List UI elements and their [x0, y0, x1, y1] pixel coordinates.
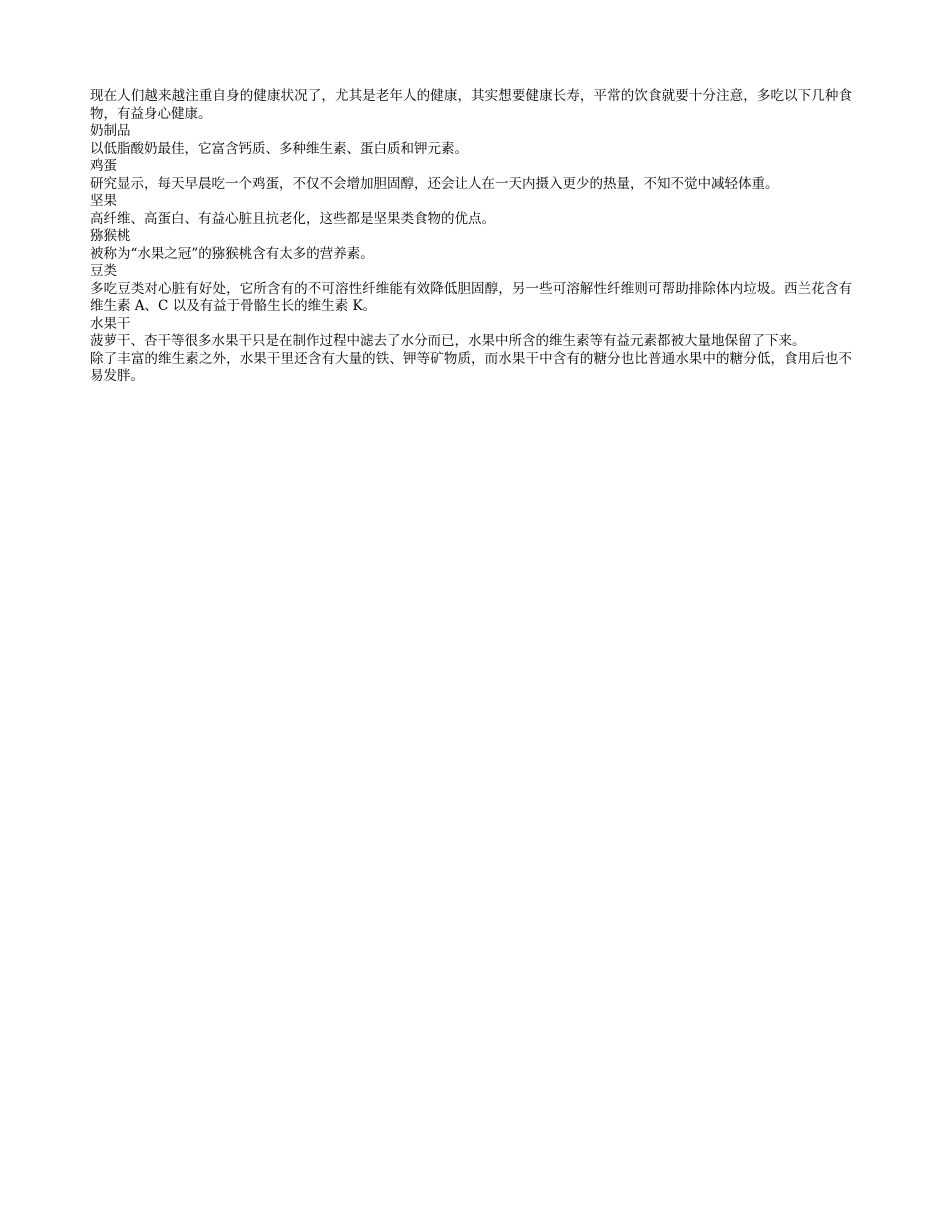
- intro-paragraph: 现在人们越来越注重自身的健康状况了，尤其是老年人的健康，其实想要健康长寿，平常的饮食就要十分注意，多吃以下几种食物，有益身心健康。: [90, 88, 852, 122]
- section-heading-kiwi: 猕猴桃: [90, 228, 131, 244]
- section-text-kiwi: 被称为“水果之冠”的猕猴桃含有太多的营养素。: [90, 245, 374, 262]
- section-heading-dried-fruit: 水果干: [90, 315, 131, 332]
- section-heading-dairy: 奶制品: [90, 123, 131, 139]
- section-heading-egg: 鸡蛋: [90, 158, 117, 174]
- document-body: [90, 88, 852, 386]
- section-text-beans: 多吃豆类对心脏有好处，它所含有的不可溶性纤维能有效降低胆固醇，另一些可溶解性纤维则可帮助排除体内垃圾。西兰花含有维生素 A、C 以及有益于骨骼生长的维生素 K。: [90, 280, 852, 314]
- section-heading-beans: 豆类: [90, 263, 117, 279]
- section-text-dairy: 以低脂酸奶最佳，它富含钙质、多种维生素、蛋白质和钾元素。: [90, 140, 468, 157]
- section-text-dried-fruit-2: 除了丰富的维生素之外，水果干里还含有大量的铁、钾等矿物质，而水果干中含有的糖分也比普通水果中的糖分低，食用后也不易发胖。: [90, 350, 852, 384]
- section-heading-nuts: 坚果: [90, 193, 117, 209]
- section-text-egg: 研究显示，每天早晨吃一个鸡蛋，不仅不会增加胆固醇，还会让人在一天内摄入更少的热量，不知不觉中减轻体重。: [90, 175, 779, 192]
- section-text-nuts: 高纤维、高蛋白、有益心脏且抗老化，这些都是坚果类食物的优点。: [90, 210, 495, 227]
- section-text-dried-fruit-1: 菠萝干、杏干等很多水果干只是在制作过程中滤去了水分而已，水果中所含的维生素等有益元素都被大量地保留了下来。: [90, 333, 806, 349]
